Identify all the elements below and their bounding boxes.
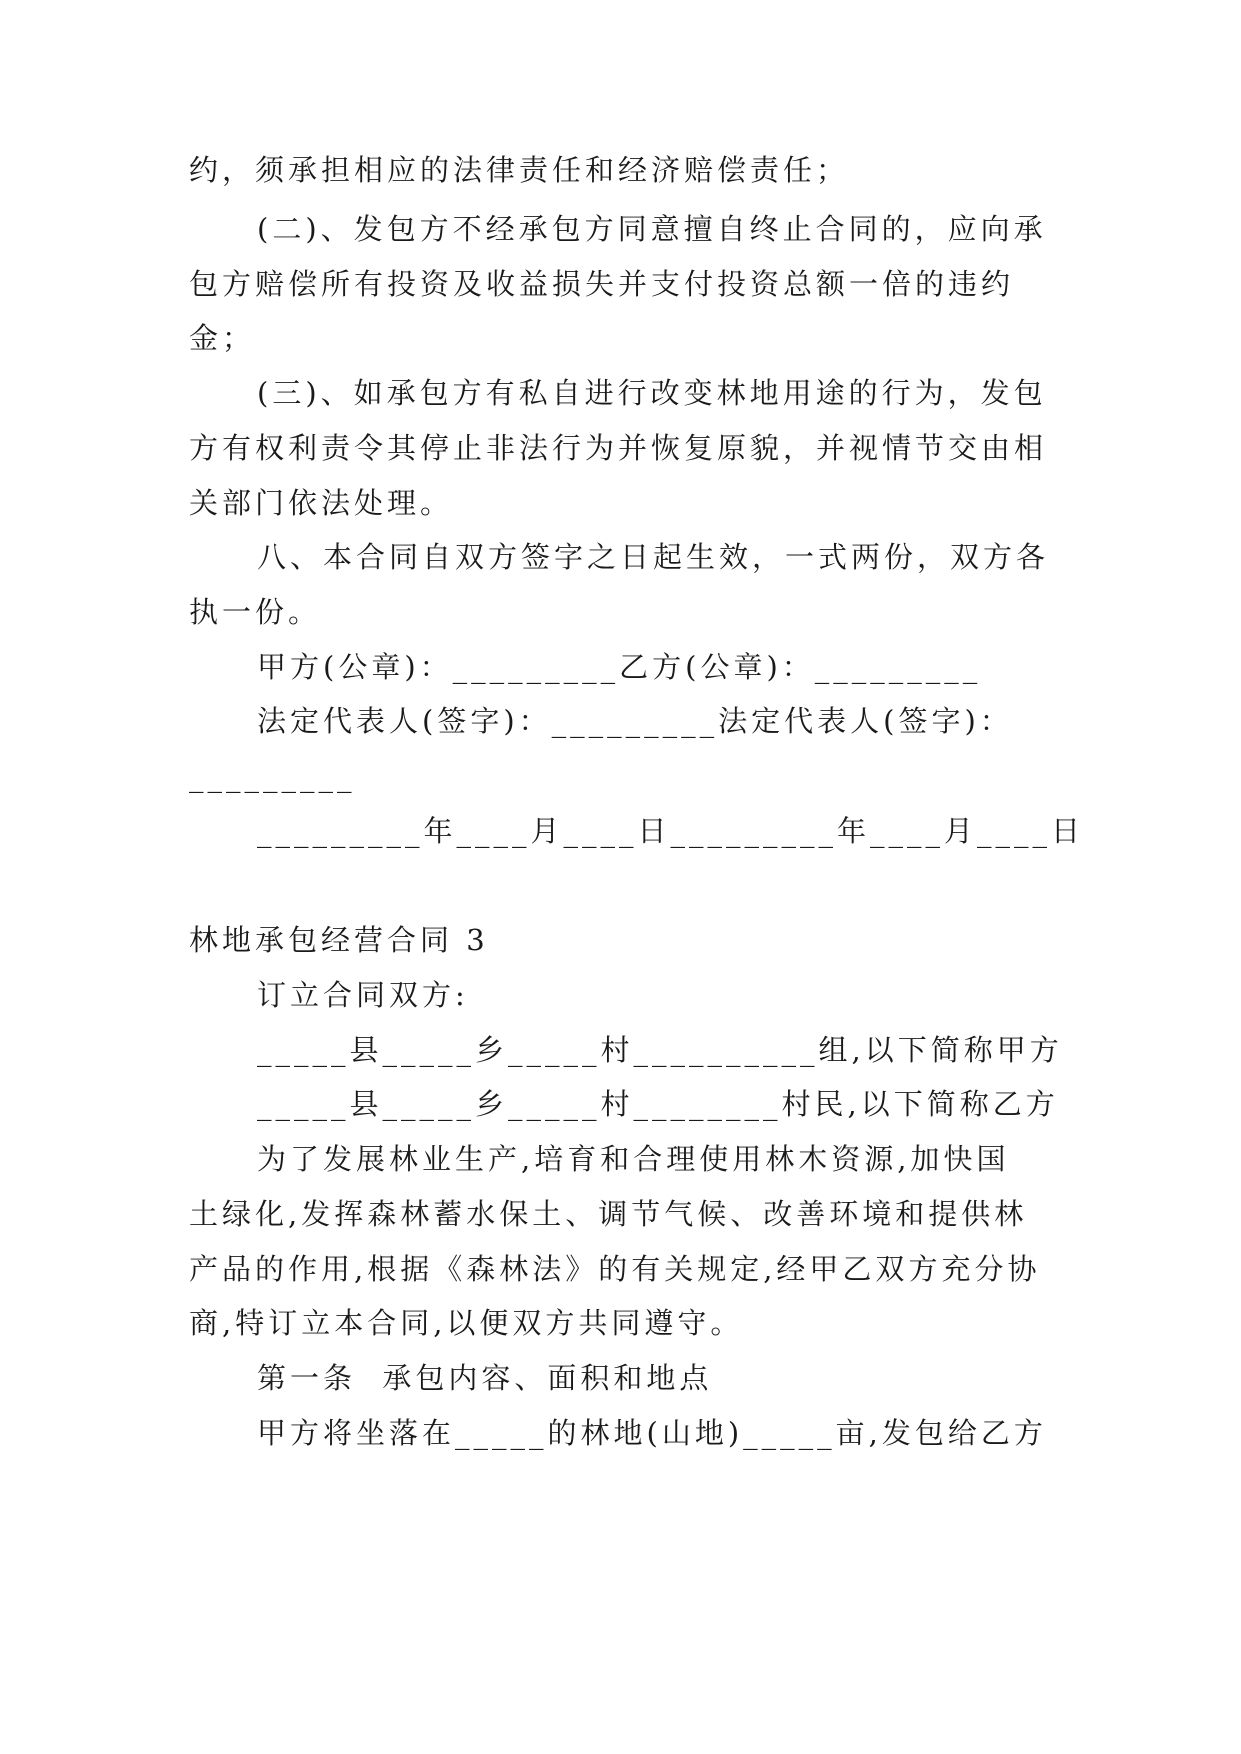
text-line: 为了发展林业生产,培育和合理使用林木资源,加快国 bbox=[257, 1142, 1010, 1176]
text-line: 包方赔偿所有投资及收益损失并支付投资总额一倍的违约 bbox=[189, 267, 1015, 301]
signature-line-representative: 法定代表人(签字)：_________法定代表人(签字)： bbox=[257, 704, 1013, 738]
party-b-line: _____县_____乡_____村________村民,以下简称乙方 bbox=[257, 1087, 1059, 1121]
article-heading: 第一条 承包内容、面积和地点 bbox=[257, 1361, 713, 1395]
text-line: 关部门依法处理。 bbox=[189, 486, 454, 520]
date-line: _________年____月____日_________年____月____日 bbox=[257, 814, 1085, 848]
party-a-line: _____县_____乡_____村__________组,以下简称甲方 bbox=[257, 1033, 1063, 1067]
text-line: 约，须承担相应的法律责任和经济赔偿责任； bbox=[189, 153, 850, 187]
signature-blank: _________ bbox=[189, 759, 356, 793]
text-line: 甲方将坐落在_____的林地(山地)_____亩,发包给乙方 bbox=[257, 1416, 1047, 1450]
text-line: (二)、发包方不经承包方同意擅自终止合同的，应向承 bbox=[257, 212, 1047, 246]
text-line: 产品的作用,根据《森林法》的有关规定,经甲乙双方充分协 bbox=[189, 1252, 1041, 1286]
text-line: 执一份。 bbox=[189, 595, 322, 629]
text-line: 商,特订立本合同,以便双方共同遵守。 bbox=[189, 1306, 744, 1340]
text-line: (三)、如承包方有私自进行改变林地用途的行为，发包 bbox=[257, 376, 1047, 410]
text-line: 订立合同双方: bbox=[257, 978, 469, 1012]
text-line: 金； bbox=[189, 321, 256, 355]
text-line: 土绿化,发挥森林蓄水保土、调节气候、改善环境和提供林 bbox=[189, 1197, 1028, 1231]
text-line: 八、本合同自双方签字之日起生效，一式两份，双方各 bbox=[257, 540, 1050, 574]
text-line: 方有权利责令其停止非法行为并恢复原貌，并视情节交由相 bbox=[189, 431, 1048, 465]
signature-line-seal: 甲方(公章)：_________乙方(公章)：_________ bbox=[257, 650, 982, 684]
section-title: 林地承包经营合同 3 bbox=[189, 923, 489, 957]
